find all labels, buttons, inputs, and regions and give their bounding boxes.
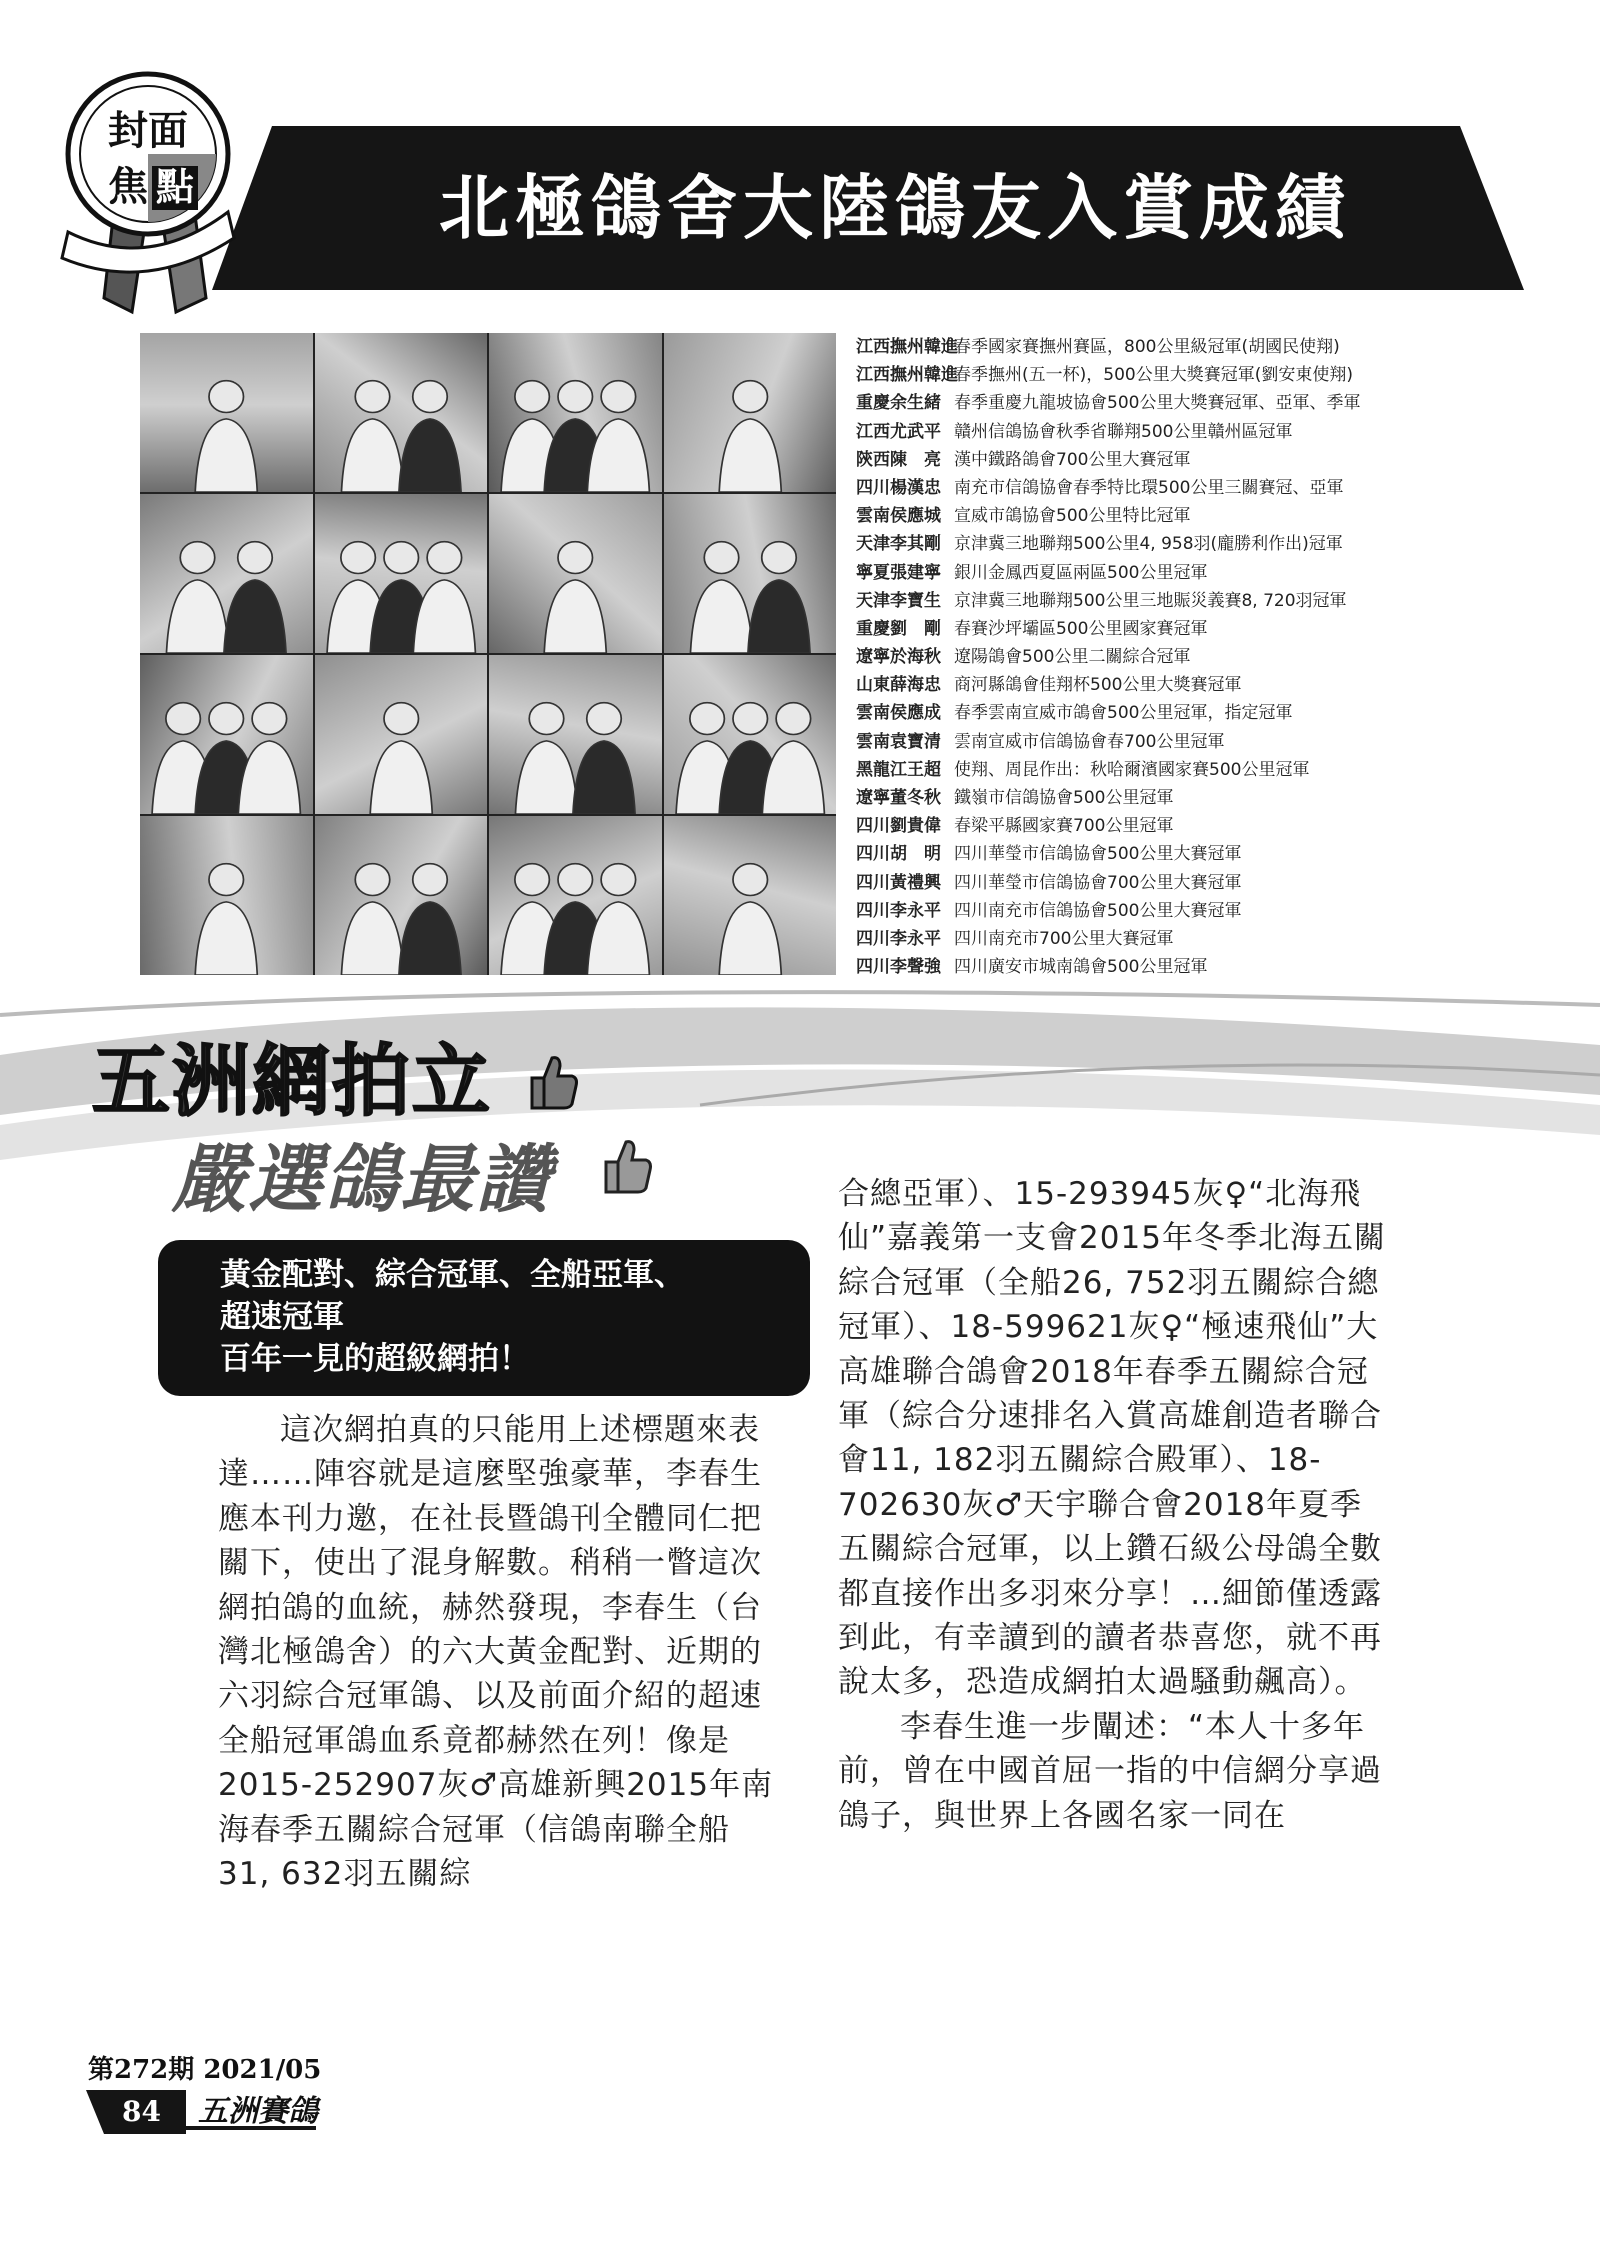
photo [664, 816, 837, 975]
result-row [856, 446, 1480, 474]
result-name: 天津李寶生 [856, 590, 941, 611]
badge-line1: 封面 [108, 107, 188, 154]
result-name: 重慶余生緒 [856, 393, 941, 414]
photo [315, 655, 488, 814]
result-text: 四川華瑩市信鴿協會500公里大賽冠軍 [954, 844, 1242, 865]
person-figure-icon [315, 655, 488, 814]
photo [664, 655, 837, 814]
result-row [856, 869, 1480, 897]
badge-line2-b: 點 [155, 164, 195, 209]
ribbon-badge-icon [58, 62, 238, 320]
result-text: 京津冀三地聯翔500公里4, 958羽(龐勝利作出)冠軍 [954, 534, 1343, 555]
result-name: 重慶劉 剛 [856, 618, 941, 639]
result-row [856, 361, 1480, 389]
result-row [856, 925, 1480, 953]
result-text: 春季重慶九龍坡協會500公里大獎賽冠軍、亞軍、季軍 [954, 393, 1361, 414]
result-name: 四川劉貴偉 [856, 816, 941, 837]
result-name: 天津李其剛 [856, 534, 941, 555]
result-row [856, 671, 1480, 699]
result-name: 江西撫州韓進 [856, 337, 958, 357]
headline-line1: 黃金配對、綜合冠軍、全船亞軍、 [220, 1257, 685, 1293]
photo [489, 494, 662, 653]
result-name: 四川黃禮興 [856, 872, 941, 893]
result-text: 漢中鐵路鴿會700公里大賽冠軍 [954, 449, 1191, 470]
person-figure-icon [315, 494, 488, 653]
result-text: 鐵嶺市信鴿協會500公里冠軍 [954, 788, 1174, 808]
article-paragraph: 這次網拍真的只能用上述標題來表達……陣容就是這麼堅強豪華，李春生應本刊力邀，在社長暨鴿刊全體同仁把關下，使出了混身解數。稍稍一瞥這次網拍鴿的血統，赫然發現，李春生（台灣北極鴿舍）的六大黃金配對、近期的六羽綜合冠軍鴿、以及前面介紹的超速全船冠軍鴿血系竟都赫然在列！像是2015-252907灰♂高雄新興2015年南海春季五關綜合冠軍（信鴿南聯全船31, 632羽五關綜 [218, 1412, 774, 1893]
result-name: 四川李永平 [856, 928, 941, 949]
person-figure-icon [489, 816, 662, 975]
result-text: 四川廣安市城南鴿會500公里冠軍 [954, 957, 1208, 978]
person-figure-icon [140, 333, 313, 492]
result-row [856, 840, 1480, 868]
page-number: 84 [122, 2095, 161, 2128]
result-text: 使翔、周昆作出：秋哈爾濱國家賽500公里冠軍 [954, 759, 1310, 780]
result-text: 春梁平縣國家賽700公里冠軍 [954, 816, 1174, 837]
result-name: 雲南袁寶清 [856, 731, 941, 752]
person-figure-icon [140, 655, 313, 814]
headline-line3: 百年一見的超級網拍！ [220, 1341, 530, 1377]
person-figure-icon [664, 816, 837, 975]
headline-box [158, 1240, 810, 1396]
magazine-name: 五洲賽鴿 [198, 2094, 318, 2129]
result-text: 贛州信鴿協會秋季省聯翔500公里贛州區冠軍 [954, 421, 1293, 442]
result-name: 江西尤武平 [856, 421, 941, 442]
result-name: 遼寧董冬秋 [856, 788, 941, 808]
result-name: 四川胡 明 [856, 844, 941, 865]
result-text: 雲南宣威市信鴿協會春700公里冠軍 [954, 731, 1225, 752]
result-name: 四川李永平 [856, 900, 941, 921]
result-row [856, 502, 1480, 530]
result-row [856, 615, 1480, 643]
results-list [856, 333, 1480, 983]
result-text: 春賽沙坪壩區500公里國家賽冠軍 [954, 618, 1208, 639]
result-name: 雲南侯應城 [856, 506, 941, 527]
result-name: 山東薛海忠 [856, 675, 941, 696]
person-figure-icon [315, 816, 488, 975]
result-text: 宣威市鴿協會500公里特比冠軍 [954, 506, 1191, 527]
result-text: 商河縣鴿會佳翔杯500公里大獎賽冠軍 [954, 675, 1242, 696]
result-row [856, 559, 1480, 587]
result-row [856, 389, 1480, 417]
person-figure-icon [489, 333, 662, 492]
photo [140, 494, 313, 653]
result-name: 遼寧於海秋 [856, 647, 941, 668]
result-row [856, 418, 1480, 446]
person-figure-icon [140, 816, 313, 975]
result-text: 四川南充市700公里大賽冠軍 [954, 928, 1174, 949]
result-row [856, 897, 1480, 925]
result-text: 春季國家賽撫州賽區，800公里級冠軍(胡國民使翔) [954, 337, 1340, 357]
headline-line2: 超速冠軍 [220, 1299, 344, 1335]
thumbs-up-icon [524, 1052, 580, 1112]
result-name: 江西撫州韓進 [856, 365, 958, 386]
result-text: 京津冀三地聯翔500公里三地賑災義賽8, 720羽冠軍 [954, 590, 1347, 611]
page-title: 北極鴿舍大陸鴿友入賞成績 [439, 166, 1351, 249]
photo [315, 816, 488, 975]
logo-line1-end: 立 [412, 1036, 493, 1127]
result-text: 春季撫州(五一杯)，500公里大獎賽冠軍(劉安東使翔) [954, 365, 1353, 386]
result-name: 黑龍江王超 [856, 759, 941, 780]
result-row [856, 812, 1480, 840]
result-text: 四川華瑩市信鴿協會700公里大賽冠軍 [954, 872, 1242, 893]
result-row [856, 953, 1480, 981]
result-name: 寧夏張建寧 [856, 562, 941, 583]
result-text: 遼陽鴿會500公里二關綜合冠軍 [954, 647, 1191, 668]
photo [664, 333, 837, 492]
person-figure-icon [664, 333, 837, 492]
badge-line2-a: 焦 [108, 163, 148, 210]
result-row [856, 728, 1480, 756]
thumbs-up-icon [598, 1136, 654, 1196]
result-name: 四川李聲強 [856, 957, 941, 978]
person-figure-icon [664, 655, 837, 814]
photo [140, 816, 313, 975]
article-column-left [218, 1408, 778, 1908]
result-row [856, 587, 1480, 615]
person-figure-icon [664, 494, 837, 653]
photo [489, 816, 662, 975]
result-row [856, 474, 1480, 502]
result-text: 春季雲南宣威市鴿會500公里冠軍，指定冠軍 [954, 703, 1293, 724]
result-text: 四川南充市信鴿協會500公里大賽冠軍 [954, 900, 1242, 921]
photo [489, 333, 662, 492]
result-name: 四川楊漢忠 [856, 477, 941, 498]
article-column-right [838, 1172, 1390, 1912]
result-text: 銀川金鳳西夏區兩區500公里冠軍 [954, 562, 1208, 583]
photo [315, 333, 488, 492]
photo-grid [140, 333, 836, 975]
result-row [856, 756, 1480, 784]
issue-info: 第272期 2021/05 [88, 2055, 322, 2085]
article-paragraph: 合總亞軍）、15-293945灰♀“北海飛仙”嘉義第一支會2015年冬季北海五關綜合冠軍（全船26, 752羽五關綜合總冠軍）、18-599621灰♀“極速飛仙”大高雄聯合鴿會2018年春季五關綜合冠軍（綜合分速排名入賞高雄創造者聯合會11, 182羽五關綜合殿軍）、18-702630灰♂天宇聯合會2018年夏季五關綜合冠軍，以上鑽石級公母鴿全數都直接作出多羽來分享！…細節僅透露到此，有幸讀到的讀者恭喜您，就不再說太多，恐造成網拍太過騷動飆高）。 [838, 1176, 1386, 1701]
person-figure-icon [140, 494, 313, 653]
photo [140, 655, 313, 814]
person-figure-icon [315, 333, 488, 492]
result-text: 南充市信鴿協會春季特比環500公里三關賽冠、亞軍 [954, 477, 1344, 498]
result-row [856, 333, 1480, 361]
logo-line1 [92, 1032, 552, 1132]
result-row [856, 530, 1480, 558]
result-row [856, 699, 1480, 727]
photo [315, 494, 488, 653]
result-name: 雲南侯應成 [856, 703, 941, 724]
photo [140, 333, 313, 492]
person-figure-icon [489, 655, 662, 814]
photo [664, 494, 837, 653]
photo [489, 655, 662, 814]
result-row [856, 643, 1480, 671]
logo-line2: 嚴選鴿最讚 [172, 1137, 552, 1223]
article-paragraph: 李春生進一步闡述：“本人十多年前，曾在中國首屈一指的中信網分享過鴿子，與世界上各國名家一同在 [838, 1708, 1382, 1834]
logo-line1-text: 五洲網拍 [92, 1036, 413, 1127]
result-name: 陝西陳 亮 [856, 449, 941, 470]
person-figure-icon [489, 494, 662, 653]
result-row [856, 784, 1480, 812]
